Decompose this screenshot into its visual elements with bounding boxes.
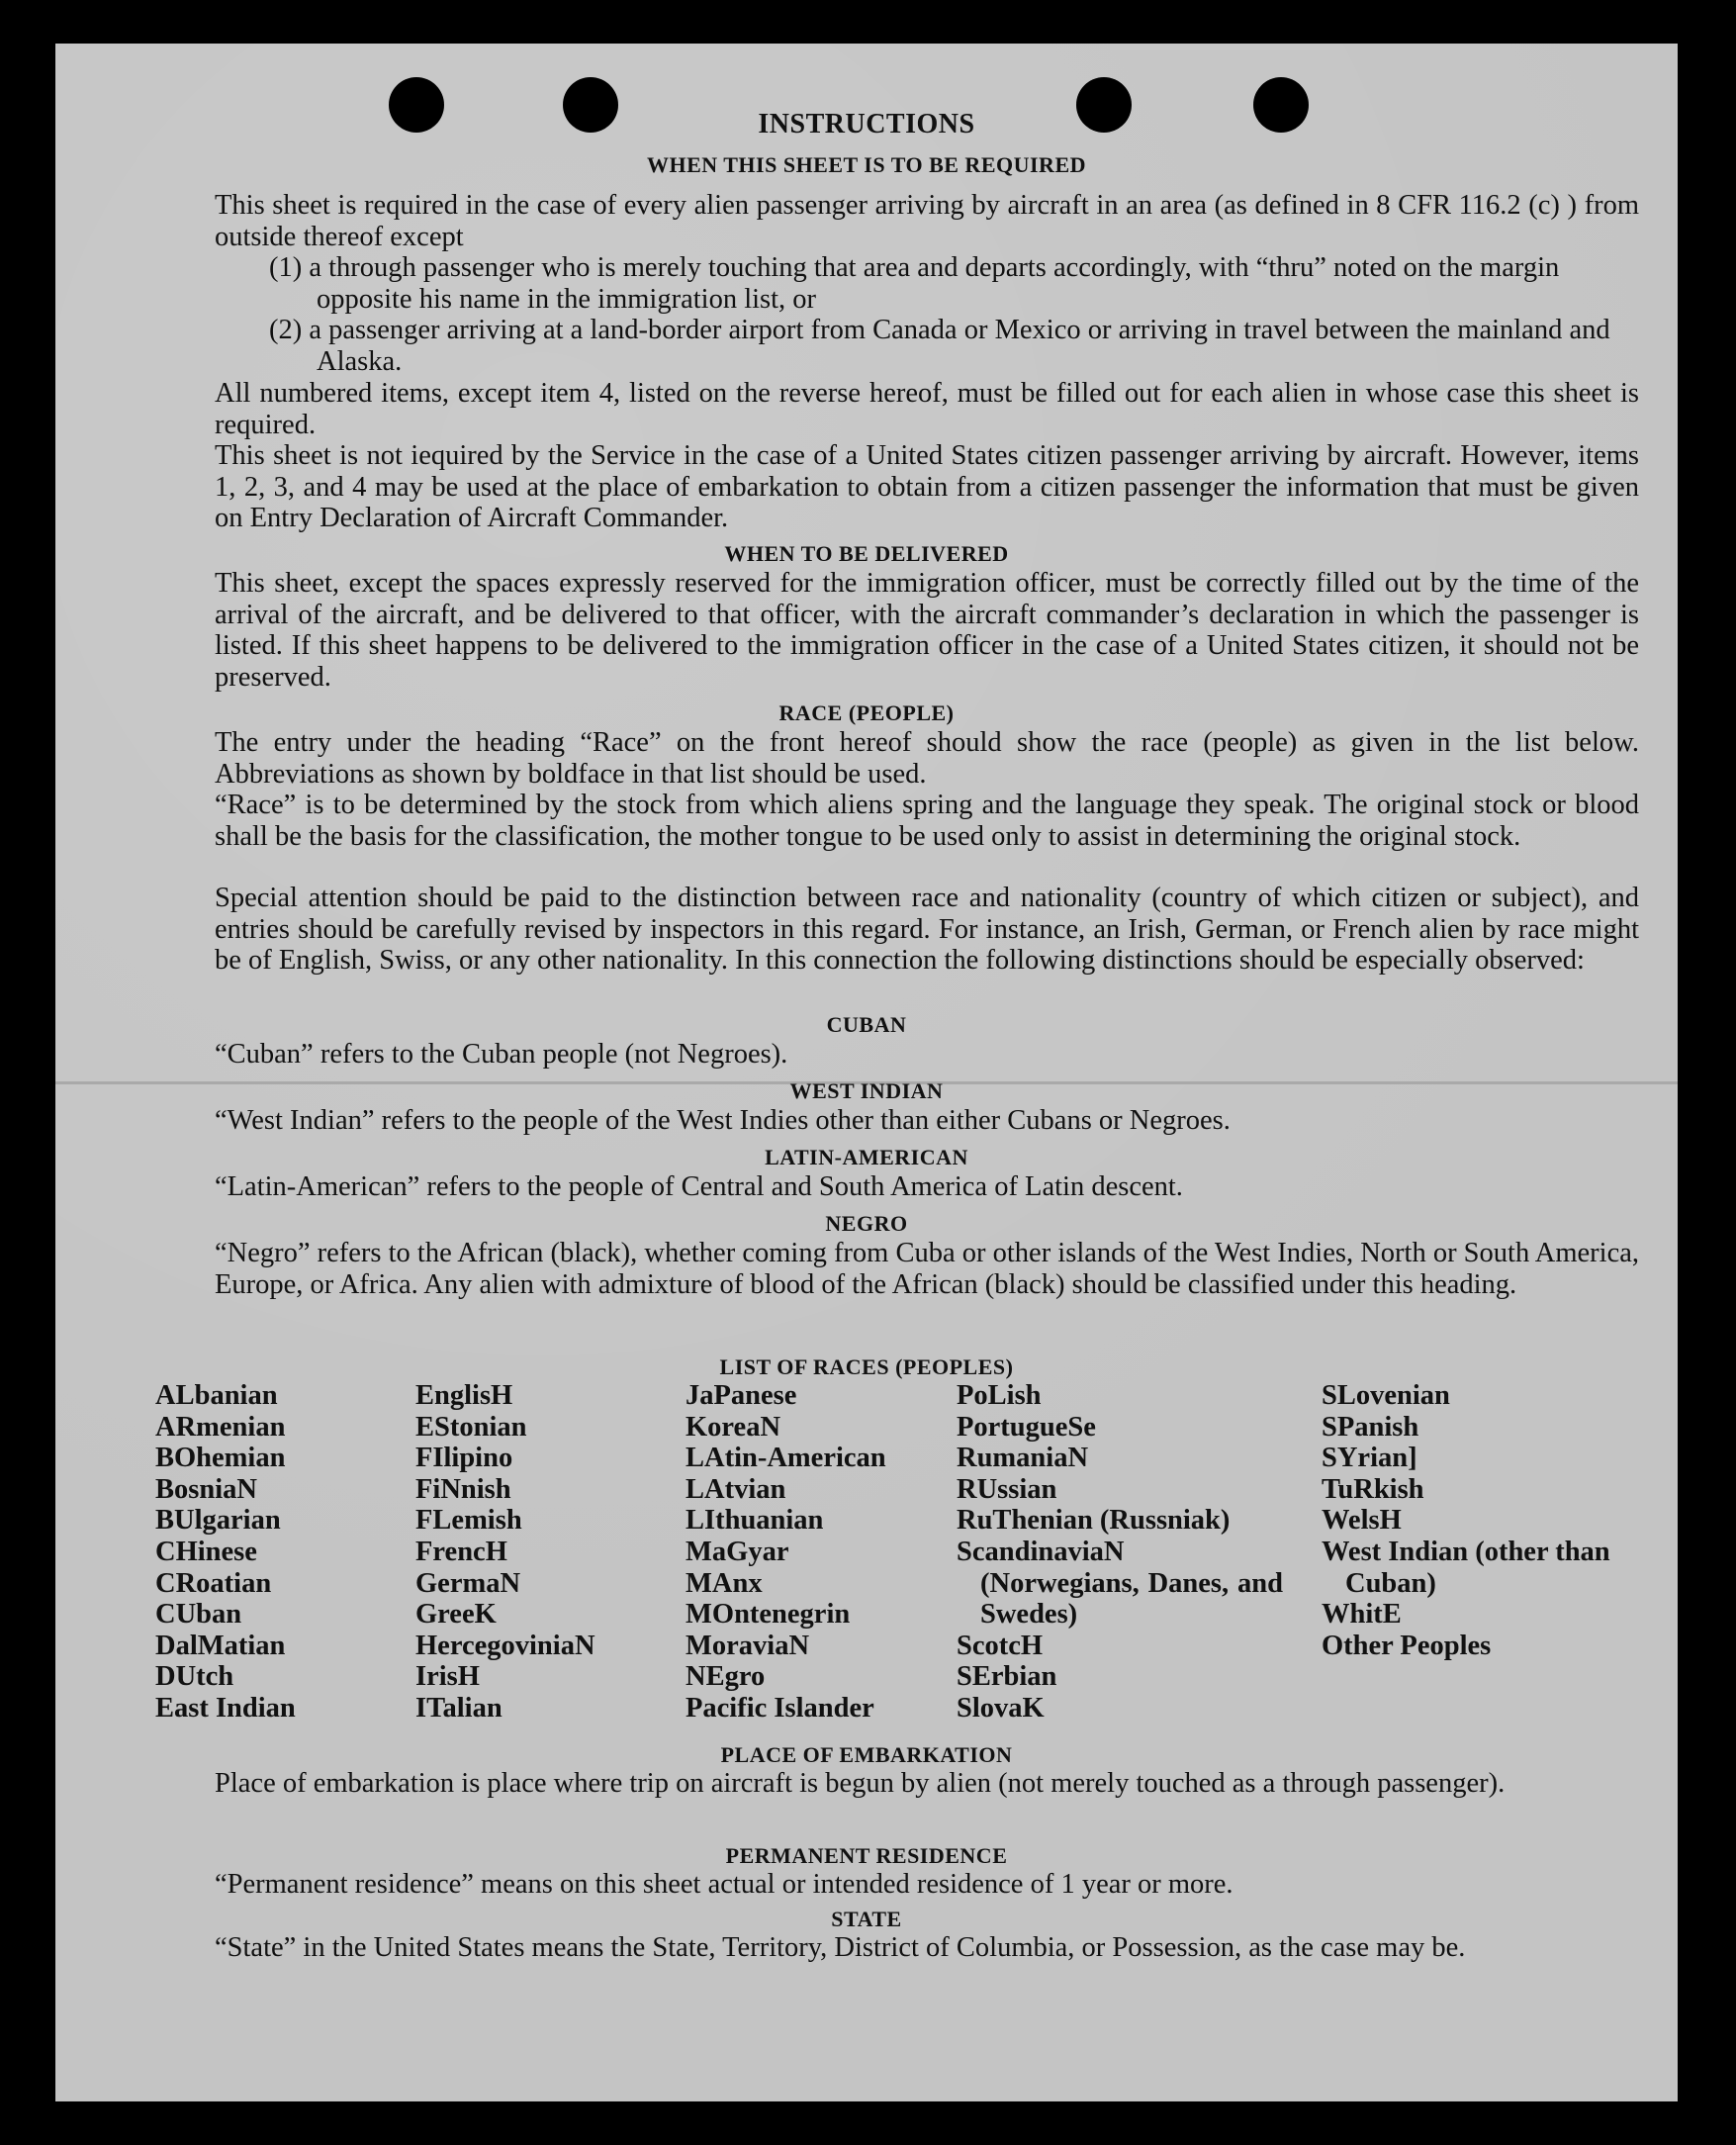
- page-title: INSTRUCTIONS: [758, 109, 975, 140]
- race-item: RuThenian (Russniak): [957, 1505, 1231, 1537]
- paragraph: “Latin-American” refers to the people of Central and South America of Latin descent.: [215, 1171, 1183, 1202]
- race-item: CUban: [155, 1599, 242, 1631]
- race-column: [685, 1380, 886, 1725]
- race-item: RumaniaN: [957, 1443, 1089, 1474]
- race-item: ARmenian: [155, 1411, 286, 1443]
- race-item: FIlipino: [415, 1443, 513, 1474]
- race-item: CRoatian: [155, 1567, 272, 1599]
- race-column: [957, 1380, 1283, 1725]
- paragraph: “Permanent residence” means on this sheet actual or intended residence of 1 year or more.: [215, 1869, 1233, 1900]
- race-item: EnglisH: [415, 1380, 513, 1411]
- section-heading: PLACE OF EMBARKATION: [720, 1742, 1013, 1767]
- race-item: West Indian (other than Cuban): [1322, 1536, 1610, 1599]
- section-heading: LIST OF RACES (PEOPLES): [719, 1354, 1014, 1379]
- race-item: BUlgarian: [155, 1505, 281, 1537]
- race-item: ALbanian: [155, 1380, 278, 1411]
- section-heading: RACE (PEOPLE): [778, 700, 955, 725]
- paragraph: “Race” is to be determined by the stock from which aliens spring and the language they speak. The original stock or blood shall be the basis for the classification, the mother tongue to be used only to assist in determining the original stock.: [215, 790, 1639, 852]
- race-item: GreeK: [415, 1599, 497, 1631]
- paragraph: “West Indian” refers to the people of the West Indies other than either Cubans or Negroes.: [215, 1105, 1231, 1136]
- section-heading: PERMANENT RESIDENCE: [725, 1843, 1008, 1868]
- race-item: IrisH: [415, 1661, 480, 1693]
- race-item: TuRkish: [1322, 1473, 1424, 1505]
- race-item: NEgro: [685, 1661, 766, 1693]
- race-item: East Indian: [155, 1692, 296, 1724]
- race-item: CHinese: [155, 1536, 257, 1567]
- race-item: FLemish: [415, 1505, 522, 1537]
- race-item: MAnx: [685, 1567, 763, 1599]
- section-heading: NEGRO: [825, 1211, 908, 1236]
- race-item: LAtin-American: [685, 1443, 886, 1474]
- race-item: PoLish: [957, 1380, 1042, 1411]
- race-item: SPanish: [1322, 1411, 1419, 1443]
- race-item: JaPanese: [685, 1380, 797, 1411]
- race-column: [155, 1380, 296, 1725]
- race-item: SlovaK: [957, 1692, 1045, 1724]
- paragraph: This sheet, except the spaces expressly reserved for the immigration officer, must be correctly filled out by the time of the arrival of the aircraft, and be delivered to that officer, with the aircraft commander’s declaration in which the passenger is listed. If this sheet happens to be delivered to the immigration officer in the case of a United States citizen, it should not be preserved.: [215, 568, 1639, 693]
- list-item: (1) a through passenger who is merely touching that area and departs accordingly, with “thru” noted on the margin opposite his name in the immigration list, or: [269, 252, 1560, 315]
- race-item: BOhemian: [155, 1443, 286, 1474]
- race-item: MaGyar: [685, 1536, 789, 1567]
- race-item: ScandinaviaN (Norwegians, Danes, and Swedes): [957, 1536, 1283, 1631]
- paragraph: “State” in the United States means the State, Territory, District of Columbia, or Possession, as the case may be.: [215, 1932, 1466, 1963]
- document-sheet: [55, 44, 1678, 2101]
- race-item: RUssian: [957, 1473, 1057, 1505]
- race-column: [415, 1380, 595, 1725]
- section-heading: WHEN THIS SHEET IS TO BE REQUIRED: [646, 152, 1087, 177]
- race-item: MoraviaN: [685, 1630, 810, 1661]
- paragraph: Place of embarkation is place where trip on aircraft is begun by alien (not merely touched as a through passenger).: [215, 1768, 1506, 1799]
- race-item: FrencH: [415, 1536, 507, 1567]
- race-item: KoreaN: [685, 1411, 781, 1443]
- race-item: GermaN: [415, 1567, 521, 1599]
- paragraph: Special attention should be paid to the distinction between race and nationality (country of which citizen or subject), and entries should be carefully revised by inspectors in this regard. For instance, an Irish, German, or French alien by race might be of English, Swiss, or any other nationality. In this connection the following distinctions should be especially observed:: [215, 883, 1639, 976]
- race-item: SErbian: [957, 1661, 1057, 1693]
- race-item: ITalian: [415, 1692, 503, 1724]
- race-item: WhitE: [1322, 1599, 1402, 1631]
- race-item: WelsH: [1322, 1505, 1402, 1537]
- paragraph: “Cuban” refers to the Cuban people (not Negroes).: [215, 1039, 788, 1070]
- race-item: LAtvian: [685, 1473, 786, 1505]
- race-item: HercegoviniaN: [415, 1630, 595, 1661]
- race-item: SYrian]: [1322, 1443, 1417, 1474]
- paragraph: This sheet is not iequired by the Service in the case of a United States citizen passenger arriving by aircraft. However, items 1, 2, 3, and 4 may be used at the place of embarkation to obtain from a citizen passenger the information that must be given on Entry Declaration of Aircraft Commander.: [215, 440, 1639, 533]
- list-item: (2) a passenger arriving at a land-border airport from Canada or Mexico or arriving in travel between the mainland and Alaska.: [269, 315, 1610, 377]
- race-item: EStonian: [415, 1411, 527, 1443]
- race-item: DUtch: [155, 1661, 234, 1693]
- race-item: LIthuanian: [685, 1505, 824, 1537]
- paragraph: “Negro” refers to the African (black), whether coming from Cuba or other islands of the West Indies, North or South America, Europe, or Africa. Any alien with admixture of blood of the African (black) should be classified under this heading.: [215, 1238, 1639, 1300]
- section-heading: CUBAN: [826, 1012, 907, 1037]
- race-item: FiNnish: [415, 1473, 511, 1505]
- section-heading: LATIN-AMERICAN: [765, 1145, 968, 1169]
- race-item: PortugueSe: [957, 1411, 1096, 1443]
- paragraph: This sheet is required in the case of every alien passenger arriving by aircraft in an area (as defined in 8 CFR 116.2 (c) ) from outside thereof except: [215, 190, 1639, 252]
- exception-list: [269, 252, 1639, 377]
- section-heading: WEST INDIAN: [789, 1078, 944, 1103]
- race-item: Pacific Islander: [685, 1692, 874, 1724]
- paragraph: The entry under the heading “Race” on the front hereof should show the race (people) as given in the list below. Abbreviations as shown by boldface in that list should be used.: [215, 727, 1639, 790]
- race-column: [1322, 1380, 1648, 1661]
- race-item: MOntenegrin: [685, 1599, 851, 1631]
- race-item: Other Peoples: [1322, 1630, 1492, 1661]
- section-heading: WHEN TO BE DELIVERED: [724, 541, 1009, 566]
- race-item: DalMatian: [155, 1630, 286, 1661]
- section-heading: STATE: [831, 1907, 902, 1931]
- race-item: ScotcH: [957, 1630, 1044, 1661]
- race-item: BosniaN: [155, 1473, 257, 1505]
- paragraph: All numbered items, except item 4, listed on the reverse hereof, must be filled out for each alien in whose case this sheet is required.: [215, 378, 1639, 440]
- race-item: SLovenian: [1322, 1380, 1450, 1411]
